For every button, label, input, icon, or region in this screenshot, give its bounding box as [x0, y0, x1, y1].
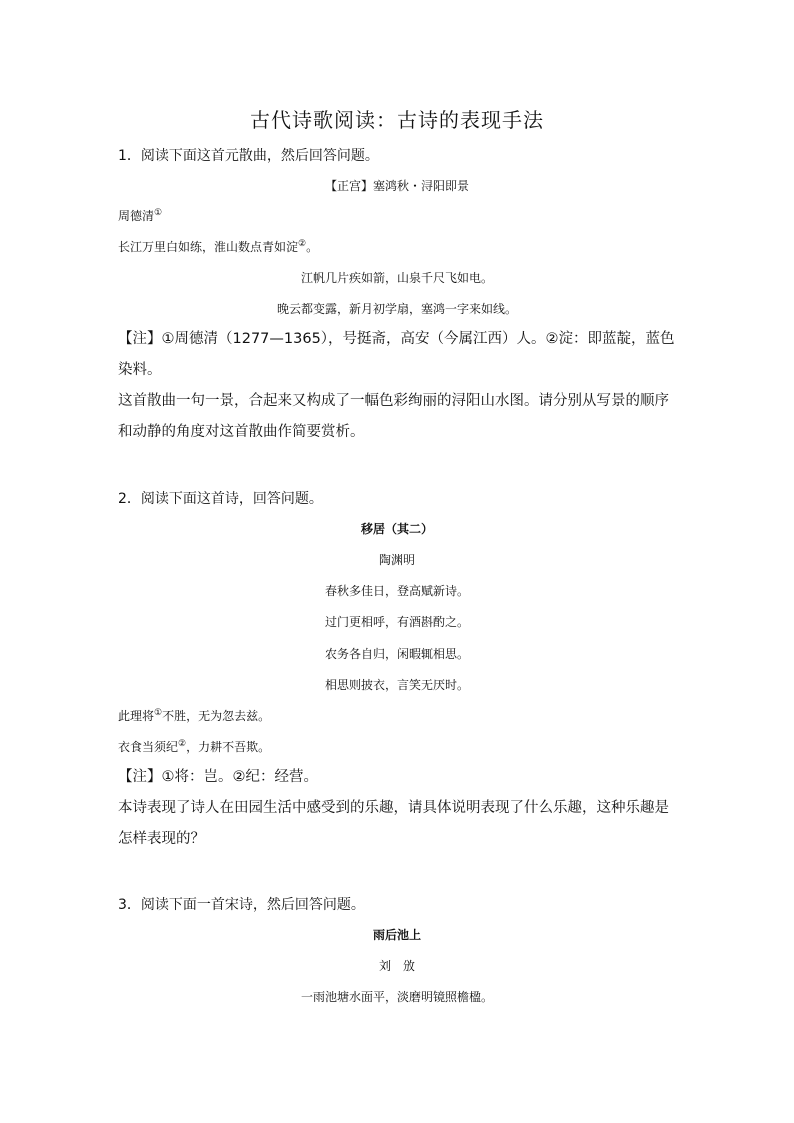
q1-poem-title: 【正宫】塞鸿秋・浔阳即景: [324, 179, 469, 193]
q2-author: 陶渊明: [378, 553, 415, 567]
q2-poem-line-5: 此理将①不胜，无为忽去兹。: [118, 708, 271, 723]
q1-author: 周德清①: [118, 208, 163, 223]
q3-prompt: 3．阅读下面一首宋诗，然后回答问题。: [118, 897, 365, 913]
q2-poem-line-6: 衣食当须纪②，力耕不吾欺。: [118, 739, 271, 754]
q1-poem-line-2: 江帆几片疾如箭，山泉千尺飞如电。: [300, 271, 493, 285]
q1-poem-line-1: 长江万里白如练，淮山数点青如淀②。: [118, 239, 319, 254]
q1-prompt: 1．阅读下面这首元散曲，然后回答问题。: [118, 148, 379, 164]
q2-poem-line-2: 过门更相呼，有酒斟酌之。: [324, 615, 469, 629]
q3-poem-title: 雨后池上: [372, 928, 421, 942]
q2-poem-title: 移居（其二）: [360, 522, 433, 536]
q2-poem-line-3: 农务各自归，闲暇辄相思。: [324, 647, 469, 661]
page-title: 古代诗歌阅读：古诗的表现手法: [250, 108, 544, 132]
q3-poem-line-1: 一雨池塘水面平，淡磨明镜照檐楹。: [300, 990, 493, 1004]
q2-prompt: 2．阅读下面这首诗，回答问题。: [118, 491, 323, 507]
q2-question: 本诗表现了诗人在田园生活中感受到的乐趣，请具体说明表现了什么乐趣，这种乐趣是怎样表现的？: [118, 800, 669, 847]
q1-question: 这首散曲一句一景，合起来又构成了一幅色彩绚丽的浔阳山水图。请分别从写景的顺序和动静的角度对这首散曲作简要赏析。: [118, 393, 669, 440]
q3-author: 刘 攽: [378, 959, 415, 973]
q2-poem-line-1: 春秋多佳日，登高赋新诗。: [324, 584, 469, 598]
q1-poem-line-3: 晚云都变露，新月初学扇，塞鸿一字来如线。: [276, 302, 517, 316]
q2-note: 【注】①将：岂。②纪：经营。: [118, 769, 318, 785]
q1-note: 【注】①周德清（1277—1365），号挺斋，高安（今属江西）人。②淀：即蓝靛，蓝色染料。: [118, 331, 675, 378]
q2-poem-line-4: 相思则披衣，言笑无厌时。: [324, 678, 469, 692]
